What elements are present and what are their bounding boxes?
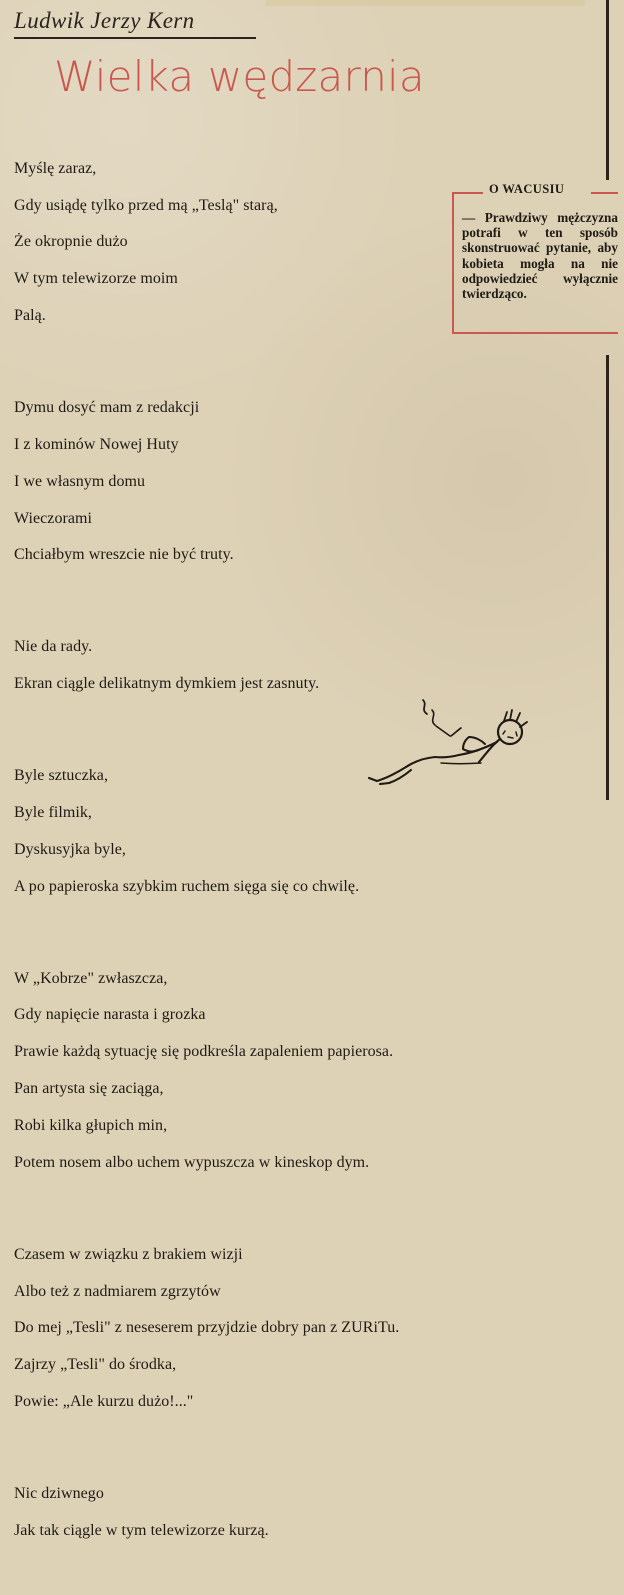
- poem-line: Dymu dosyć mam z redakcji: [14, 399, 200, 417]
- sidebar-box: [452, 182, 618, 334]
- poem-line: Chciałbym wreszcie nie być truty.: [14, 546, 234, 564]
- poem-line: Zajrzy „Tesli" do środka,: [14, 1356, 177, 1374]
- reclining-smoker-icon: [367, 697, 531, 789]
- top-paper-strip: [265, 0, 585, 6]
- poem-line: Nie da rady.: [14, 638, 93, 656]
- author-name: Ludwik Jerzy Kern: [14, 8, 195, 33]
- poem-line: Byle filmik,: [14, 803, 92, 821]
- right-column-rule-top: [606, 0, 609, 180]
- poem-line: Byle sztuczka,: [14, 767, 108, 785]
- poem-line: W tym telewizorze moim: [14, 270, 178, 288]
- poem-line: Nic dziwnego: [14, 1484, 104, 1502]
- sidebar-frame-bottom: [452, 332, 618, 334]
- poem-line: Do mej „Tesli" z neseserem przyjdzie dobry pan z ZURiTu.: [14, 1319, 400, 1337]
- poem-line: Powie: „Ale kurzu dużo!...": [14, 1392, 194, 1410]
- poem-line: Wieczorami: [14, 509, 93, 527]
- sidebar-title: O WACUSIU: [489, 182, 565, 196]
- poem-line: W „Kobrze" zwłaszcza,: [14, 969, 168, 987]
- poem-line: Potem nosem albo uchem wypuszcza w kineskop dym.: [14, 1153, 370, 1171]
- poem-line: A po papieroska szybkim ruchem sięga się co chwilę.: [14, 877, 360, 895]
- poem-line: Myślę zaraz,: [14, 159, 97, 177]
- poem-line: Robi kilka głupich min,: [14, 1116, 168, 1134]
- right-column-rule-bottom: [606, 355, 609, 800]
- poem-stanza: [14, 381, 529, 583]
- poem-line: Gdy usiądę tylko przed mą „Teslą" starą,: [14, 196, 278, 214]
- article-title: Wielka wędzarnia: [54, 52, 425, 101]
- poem-line: Czasem w związku z brakiem wizji: [14, 1245, 243, 1263]
- poem-line: Pan artysta się zaciąga,: [14, 1080, 164, 1098]
- poem-line: I z kominów Nowej Huty: [14, 435, 179, 453]
- poem-stanza: [14, 951, 529, 1190]
- poem-line: Prawie każdą sytuację się podkreśla zapaleniem papierosa.: [14, 1043, 394, 1061]
- poem-line: Jak tak ciągle w tym telewizorze kurzą.: [14, 1521, 269, 1539]
- poem-line: Że okropnie dużo: [14, 233, 128, 251]
- poem-line: Palą.: [14, 307, 46, 325]
- sidebar-frame-left: [452, 192, 454, 332]
- author-underline: [14, 37, 256, 39]
- poem-line: Albo też z nadmiarem zgrzytów: [14, 1282, 221, 1300]
- poem-body: [14, 123, 529, 1595]
- poem-line: Dyskusyjka byle,: [14, 840, 126, 858]
- poem-line: Gdy napięcie narasta i grozka: [14, 1006, 206, 1024]
- poem-line: I we własnym domu: [14, 472, 146, 490]
- poem-stanza: [14, 1227, 529, 1429]
- sidebar-text: — Prawdziwy mężczyzna potrafi w ten sposób skonstruować pytanie, aby kobieta mogła na nie odpowiedzieć wyłącznie twierdząco.: [462, 210, 618, 302]
- poem-line: Ekran ciągle delikatnym dymkiem jest zasnuty.: [14, 675, 320, 693]
- poem-stanza: [14, 1467, 529, 1559]
